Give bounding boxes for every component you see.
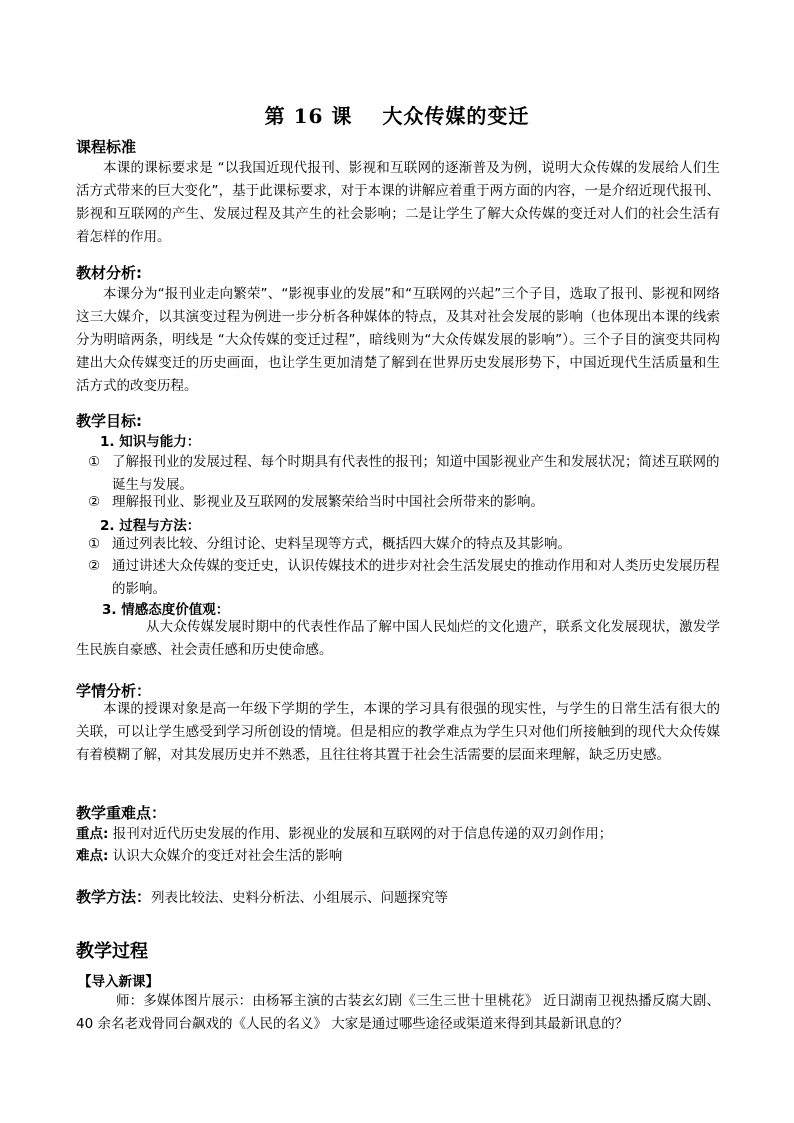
list-item-text: 通过讲述大众传媒的变迁史，认识传媒技术的进步对社会生活发展史的推动作用和对人类历史发展历程的影响。: [112, 558, 720, 597]
list-marker: ①: [88, 454, 101, 470]
intro-heading: 【导入新课】: [78, 974, 159, 990]
material-text: 本课分为“报刊业走向繁荣”、“影视事业的发展”和“互联网的兴起”三个子目，选取了报刊、影视和网络这三大媒介，以其演变过程为例进一步分析各种媒体的特点，及其对社会发展的影响（也体现出本课的线索分为明暗两条，明线是 “大众传媒的变迁过程”，暗线则为“大众传媒发展的影响”）。三个子目的演变共同构建出大众传媒变迁的历史画面，也让学生更加清楚了解到在世界历史发展形势下，中国近现代生活质量和生活方式的改变历程。: [76, 286, 720, 394]
intro-text: 师：多媒体图片展示：由杨幂主演的古装玄幻剧《三生三世十里桃花》 近日湖南卫视热播反腐大剧、40 余名老戏骨同台飙戏的《人民的名义》 大家是通过哪些途径或渠道来得到其最新讯息的？: [76, 993, 720, 1032]
list-item: [88, 491, 720, 514]
list-marker: ②: [88, 558, 101, 574]
methods-row: [76, 886, 736, 910]
lesson-title: [0, 100, 794, 129]
methods-text: 列表比较法、史料分析法、小组展示、问题探究等: [151, 890, 449, 906]
key-point-row: [76, 823, 736, 846]
key-point-text: 报刊对近代历史发展的作用、影视业的发展和互联网的对于信息传递的双刃剑作用；: [108, 826, 613, 842]
goals-heading: 教学目标:: [76, 412, 142, 430]
students-heading: 学情分析：: [76, 682, 152, 700]
list-marker: ①: [88, 536, 101, 552]
goals-sub-process: 2. 过程与方法：: [100, 518, 201, 534]
keypoints-heading: 教学重难点：: [76, 804, 167, 822]
goals-sub-values: 3. 情感态度价值观：: [102, 602, 230, 618]
material-heading: 教材分析:: [76, 264, 142, 282]
process-heading: 教学过程: [76, 941, 148, 962]
list-item-text: 理解报刊业、影视业及互联网的发展繁荣给当时中国社会所带来的影响。: [112, 494, 544, 510]
standard-heading: 课程标准: [76, 138, 137, 156]
standard-text: 本课的课标要求是 “以我国近现代报刊、影视和互联网的逐渐普及为例，说明大众传媒的发展给人们生活方式带来的巨大变化”，基于此课标要求，对于本课的讲解应着重于两方面的内容，一是介绍近现代报刊、影视和互联网的产生、发展过程及其产生的社会影响；二是让学生了解大众传媒的变迁对人们的社会生活有着怎样的作用。: [76, 160, 720, 245]
methods-heading: 教学方法：: [76, 888, 152, 906]
list-item: [88, 555, 720, 601]
goals-values-text: 从大众传媒发展时期中的代表性作品了解中国人民灿烂的文化遗产，联系文化发展现状，激发学生民族自豪感、社会责任感和历史使命感。: [76, 619, 720, 658]
goals-sub-knowledge: 1. 知识与能力：: [100, 434, 201, 450]
difficult-point-row: [76, 845, 736, 868]
students-text: 本课的授课对象是高一年级下学期的学生，本课的学习具有很强的现实性，与学生的日常生活有很大的关联，可以让学生感受到学习所创设的情境。但是相应的教学难点为学生只对他们所接触到的现代大众传媒有着模糊了解，对其发展历史并不熟悉，且往往将其置于社会生活需要的层面来理解，缺乏历史感。: [76, 701, 720, 763]
list-marker: ②: [88, 494, 101, 510]
lesson-name: 大众传媒的变迁: [382, 104, 530, 128]
list-item: [88, 533, 720, 556]
list-item-text: 通过列表比较、分组讨论、史料呈现等方式，概括四大媒介的特点及其影响。: [112, 536, 571, 552]
lesson-number: 第 16 课: [264, 104, 353, 128]
list-item-text: 了解报刊业的发展过程、每个时期具有代表性的报刊；知道中国影视业产生和发展状况；简述互联网的诞生与发展。: [112, 454, 720, 493]
key-point-label: 重点:: [76, 826, 109, 842]
difficult-point-text: 认识大众媒介的变迁对社会生活的影响: [108, 848, 343, 864]
difficult-point-label: 难点:: [76, 848, 109, 864]
